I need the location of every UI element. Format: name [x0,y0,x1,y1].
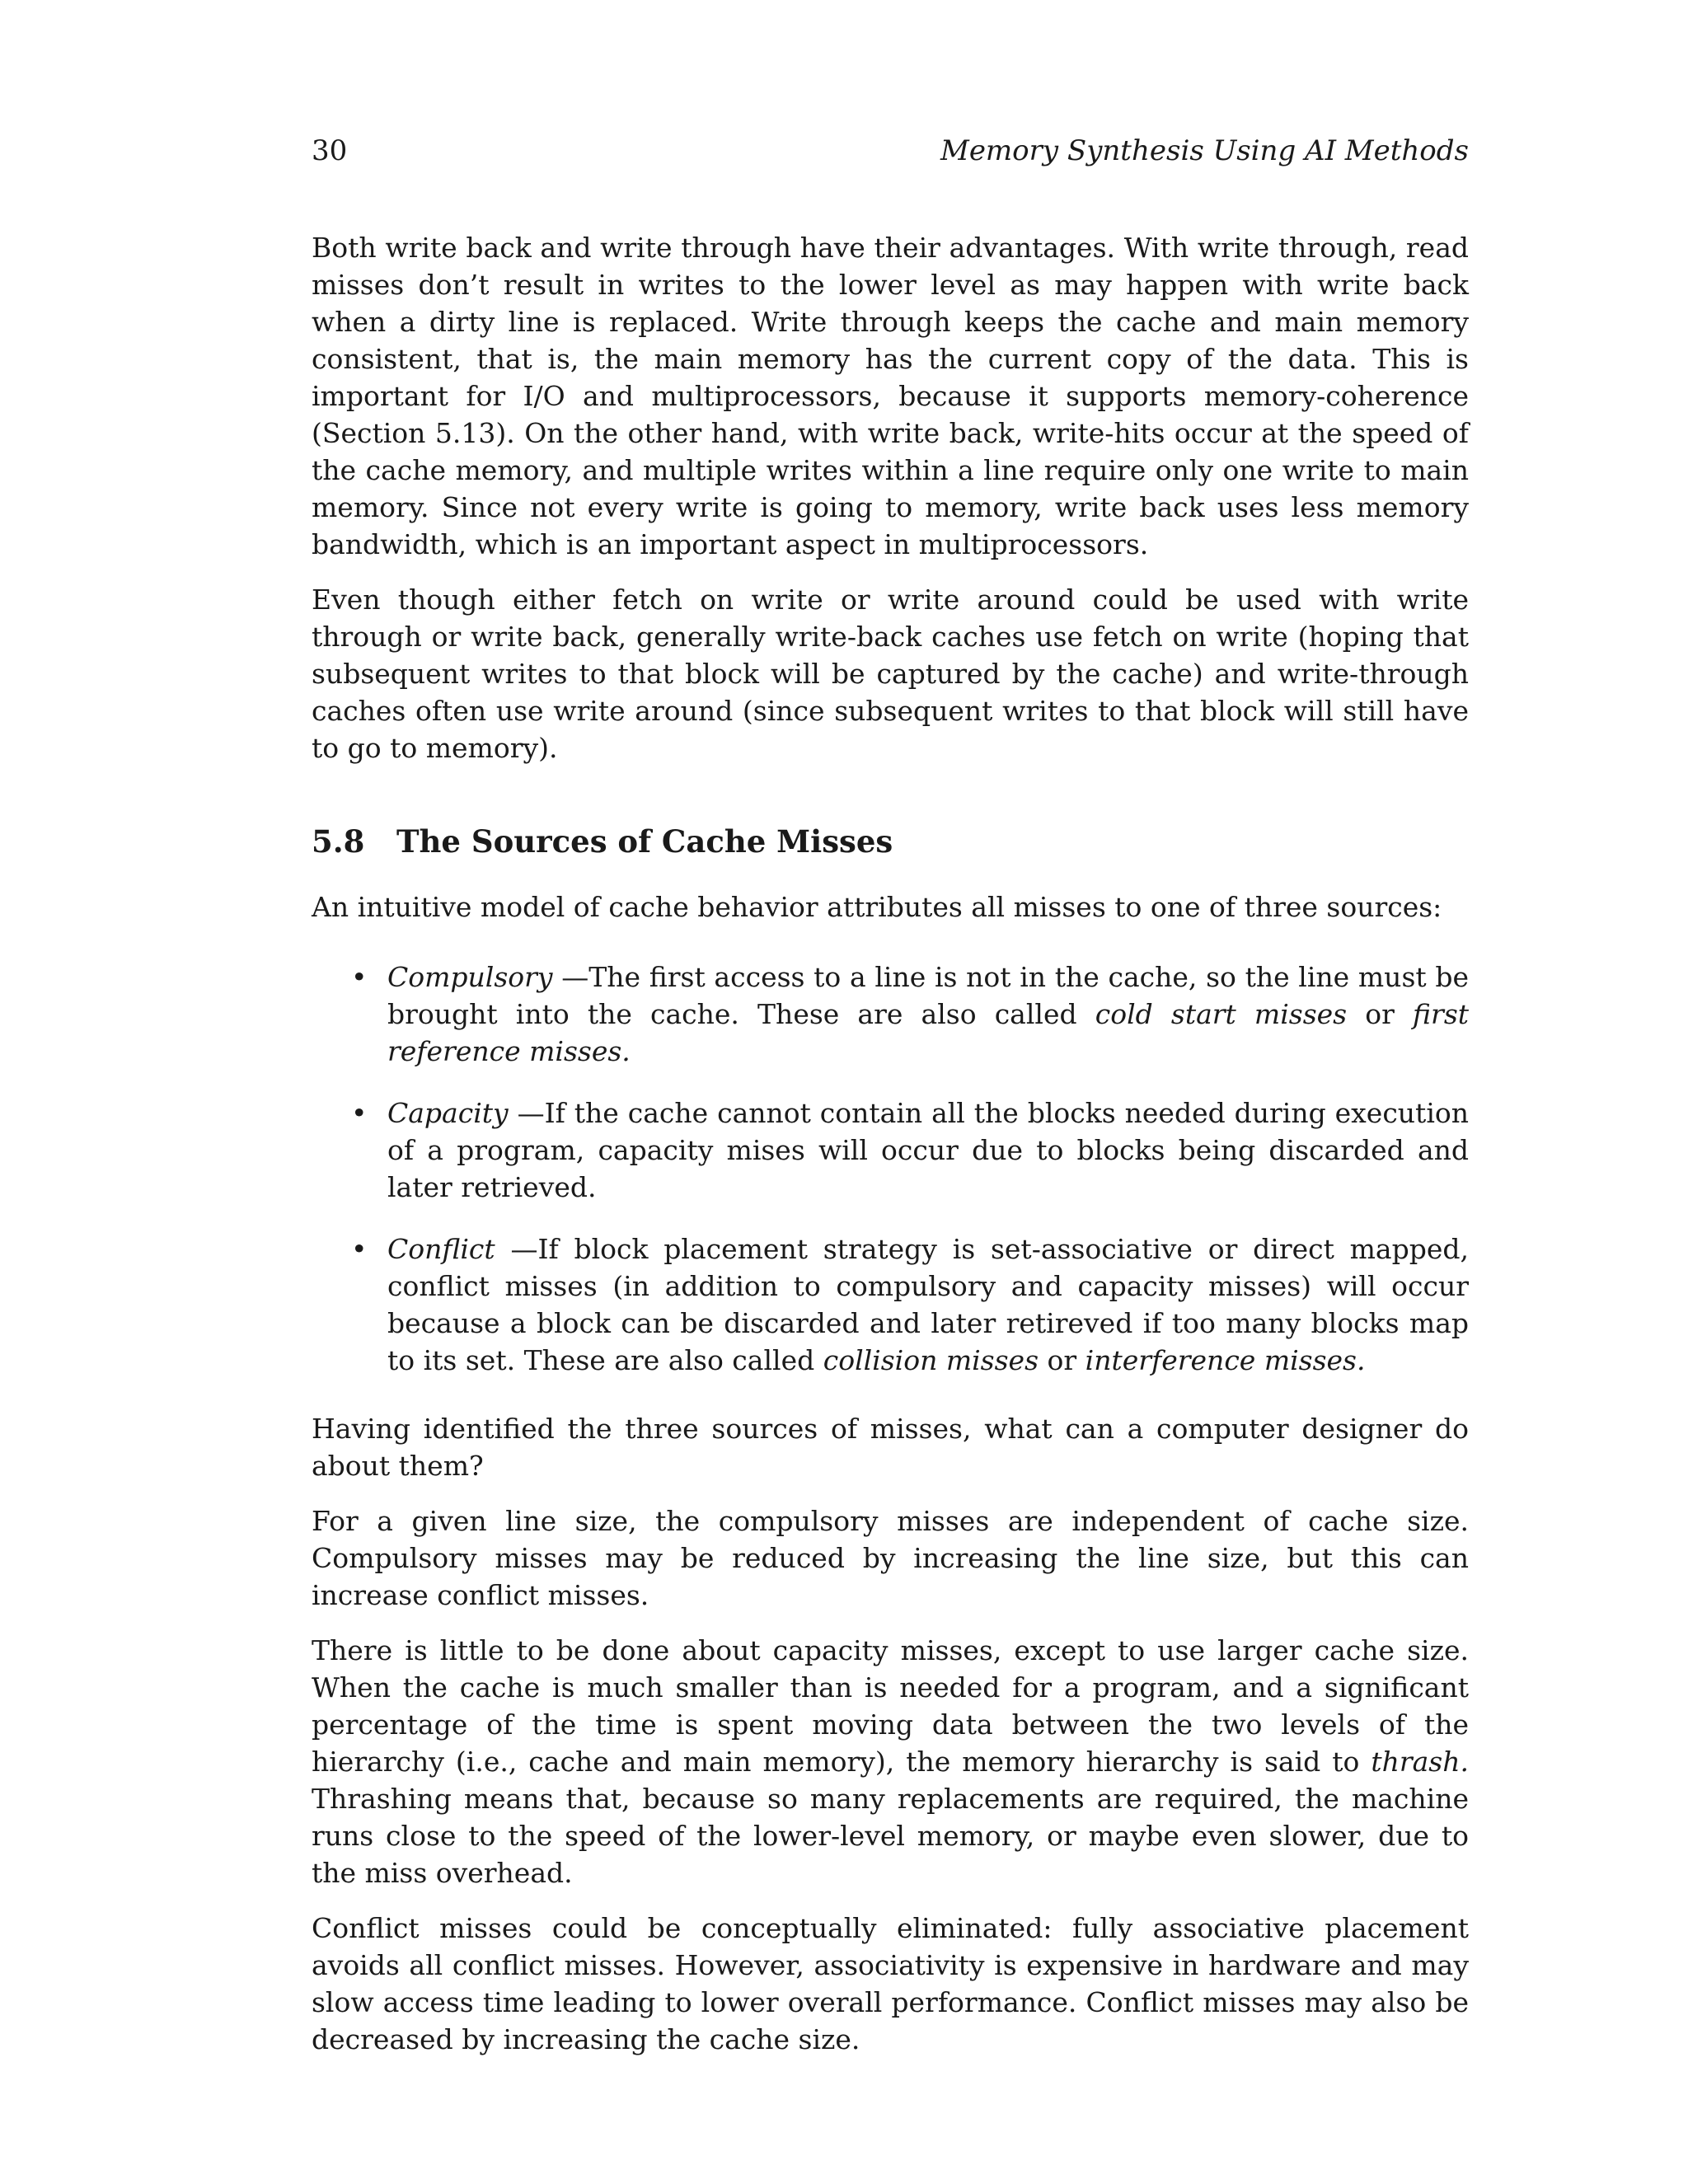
definition-text: —If block placement strategy is set-associative or direct mapped, conflict misses (in addition to compulsory and capacity misses) will occur because a block can be discarded and later retireved if too many blocks map to its set. These are also called [387,1233,1469,1376]
section-title: The Sources of Cache Misses [396,823,893,860]
bullet-icon: • [351,961,368,993]
paragraph-text: There is little to be done about capacity misses, except to use larger cache size. When the cache is much smaller than is needed for a program, and a significant percentage of the time is spent moving data between the two levels of the hierarchy (i.e., cache and main memory), the memory hierarchy is said to [312,1634,1469,1778]
paragraph-compulsory-misses: For a given line size, the compulsory misses are independent of cache size. Compulsory misses may be reduced by increasing the line size, but this can increase conflict misses. [312,1505,1469,1611]
section-heading [312,766,1469,888]
bullet-icon: • [351,1097,368,1129]
paragraph-designer-question: Having identified the three sources of misses, what can a computer designer do about them? [312,1413,1469,1482]
section-number: 5.8 [312,823,365,860]
list-item-conflict [312,1230,1469,1379]
definition-text: or [1347,998,1414,1030]
paragraph-write-policies: Both write back and write through have their advantages. With write through, read misses don’t result in writes to the lower level as may happen with write back when a dirty line is replaced. Write through keeps the cache and main memory consistent, that is, the main memory has the current copy of the data. This is important for I/O and multiprocessors, because it supports memory-coherence (Section 5.13). On the other hand, with write back, write-hits occur at the speed of the cache memory, and multiple writes within a line require only one write to main memory. Since not every write is going to memory, write back uses less memory bandwidth, which is an important aspect in multiprocessors. [312,232,1469,560]
paragraph-conflict-misses: Conflict misses could be conceptually eliminated: fully associative placement avoids all conflict misses. However, associativity is expensive in hardware and may slow access time leading to lower overall performance. Conflict misses may also be decreased by increasing the cache size. [312,1912,1469,2055]
bullet-icon: • [351,1233,368,1265]
term-collision-misses: collision misses [823,1344,1039,1376]
running-header [312,130,1469,171]
list-item-capacity [312,1094,1469,1206]
definition-text: or [1039,1344,1085,1376]
definition-text: —If the cache cannot contain all the blocks needed during execution of a program, capacity mises will occur due to blocks being discarded and later retrieved. [387,1097,1469,1203]
term-conflict: Conflict [387,1233,495,1265]
section-intro: An intuitive model of cache behavior attributes all misses to one of three sources: [312,891,1442,923]
list-item-text [387,1230,1469,1379]
paragraph-fetch-on-write: Even though either fetch on write or write around could be used with write through or write back, generally write-back caches use fetch on write (hoping that subsequent writes to that block will be captured by the cache) and write-through caches often use write around (since subsequent writes to that block will still have to go to memory). [312,583,1469,764]
term-first-reference-misses: first reference misses. [387,998,1470,1067]
term-interference-misses: interference misses. [1085,1344,1366,1376]
page-number: 30 [312,134,348,167]
term-capacity: Capacity [387,1097,509,1129]
list-item-text [387,958,1469,1070]
paragraph-text: Thrashing means that, because so many replacements are required, the machine runs close to the speed of the lower-level memory, or maybe even slower, due to the miss overhead. [312,1783,1469,1889]
body-text [312,229,1469,2058]
term-thrash: thrash. [1371,1746,1469,1778]
definition-text: —The first access to a line is not in the cache, so the line must be brought into the cache. These are also called [387,961,1469,1030]
list-item-compulsory [312,958,1469,1070]
paragraph-capacity-misses [312,1632,1469,1891]
book-title: Memory Synthesis Using AI Methods [940,134,1469,167]
miss-sources-list [312,958,1469,1410]
list-item-text [387,1094,1469,1206]
term-compulsory: Compulsory [387,961,553,993]
term-cold-start-misses: cold start misses [1095,998,1348,1030]
